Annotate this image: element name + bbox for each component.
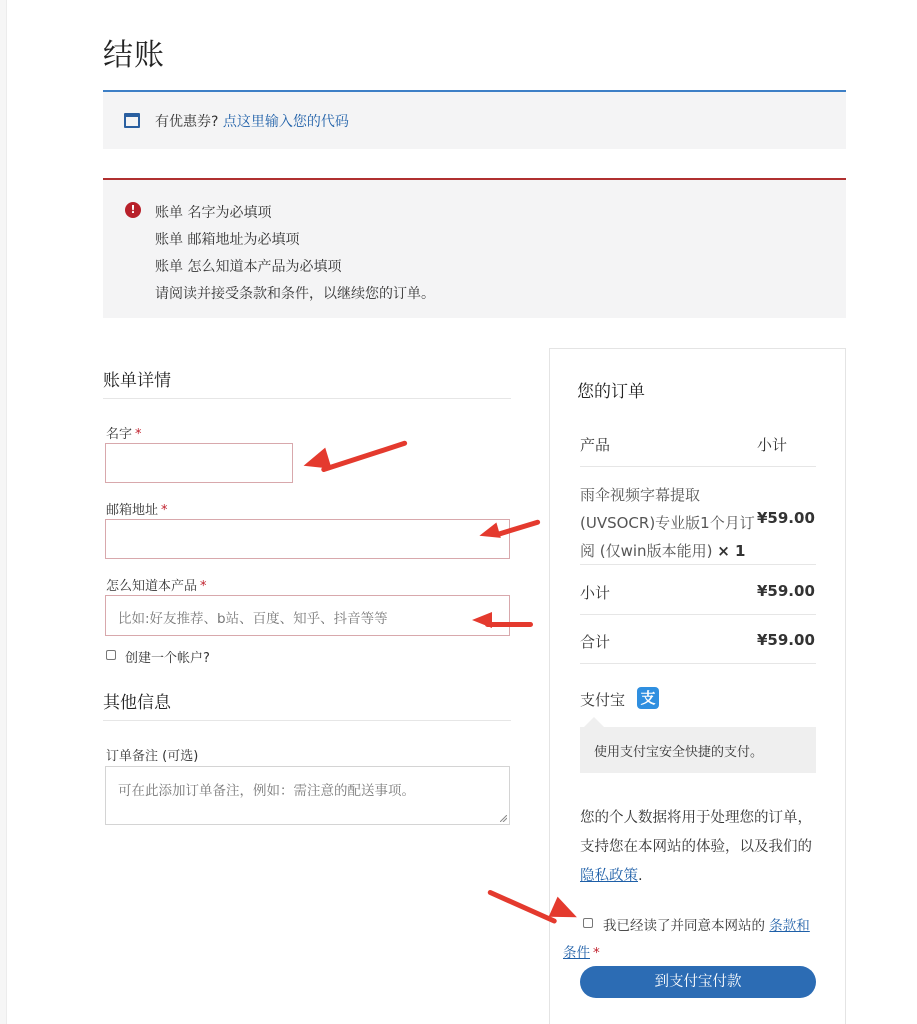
order-item-name — [580, 481, 755, 565]
required-mark: * — [593, 945, 600, 961]
order-notes-textarea[interactable] — [105, 766, 510, 825]
payment-description — [580, 727, 816, 773]
subtotal-label: 小计 — [580, 584, 611, 602]
terms-link[interactable]: 条款和 — [769, 918, 810, 934]
other-info-title: 其他信息 — [103, 693, 171, 713]
source-label — [106, 575, 207, 594]
coupon-label: 有优惠券? — [155, 114, 219, 130]
order-title: 您的订单 — [577, 382, 645, 402]
required-mark: * — [161, 503, 168, 518]
coupon-link[interactable]: 点这里输入您的代码 — [222, 114, 349, 130]
terms-link[interactable]: 条件 — [563, 945, 590, 961]
privacy-policy-link[interactable]: 隐私政策 — [580, 868, 638, 884]
email-label-text: 邮箱地址 — [106, 503, 159, 518]
subtotal-value: ¥59.00 — [757, 582, 815, 600]
privacy-line: 支持您在本网站的体验，以及我们的 — [580, 839, 812, 855]
payment-method-label[interactable]: 支付宝 — [580, 691, 626, 709]
window-left-edge — [0, 0, 7, 1024]
divider — [580, 564, 816, 565]
error-notice — [103, 178, 846, 318]
privacy-period: . — [638, 868, 643, 884]
item-qty: × 1 — [717, 542, 746, 560]
create-account-label[interactable]: 创建一个帐户? — [125, 651, 210, 666]
coupon-text — [155, 111, 349, 131]
item-line: 阅 (仅win版本能用) — [580, 542, 713, 560]
error-item: 账单 邮箱地址为必填项 — [155, 232, 300, 248]
col-product: 产品 — [580, 436, 611, 454]
source-input[interactable] — [105, 595, 510, 636]
required-mark: * — [135, 427, 142, 442]
item-price: ¥59.00 — [757, 509, 815, 527]
required-mark: * — [200, 579, 207, 594]
divider — [580, 663, 816, 664]
email-input[interactable] — [105, 519, 510, 559]
divider — [103, 720, 511, 721]
divider — [103, 398, 511, 399]
billing-title: 账单详情 — [103, 371, 171, 391]
payment-desc-notch — [584, 717, 604, 727]
notes-label: 订单备注 (可选) — [106, 749, 199, 764]
total-value: ¥59.00 — [757, 631, 815, 649]
divider — [580, 614, 816, 615]
name-label — [106, 423, 142, 442]
name-input[interactable] — [105, 443, 293, 483]
error-item: 请阅读并接受条款和条件，以继续您的订单。 — [155, 286, 435, 302]
notes-placeholder: 可在此添加订单备注，例如：需注意的配送事项。 — [118, 783, 415, 799]
total-label: 合计 — [580, 633, 611, 651]
terms-text: 我已经读了并同意本网站的 — [603, 918, 765, 934]
window-icon — [124, 113, 140, 128]
divider — [580, 466, 816, 467]
coupon-notice — [103, 90, 846, 149]
source-placeholder: 比如:好友推荐、b站、百度、知乎、抖音等等 — [118, 611, 388, 627]
item-line: 雨伞视频字幕提取 — [580, 486, 701, 504]
name-label-text: 名字 — [106, 427, 133, 442]
source-label-text: 怎么知道本产品 — [106, 579, 198, 594]
page-title: 结账 — [103, 38, 165, 73]
alipay-icon: 支 — [637, 687, 659, 709]
error-item: 账单 怎么知道本产品为必填项 — [155, 259, 342, 275]
payment-desc-text: 使用支付宝安全快捷的支付。 — [594, 745, 764, 760]
error-item: 账单 名字为必填项 — [155, 205, 272, 221]
pay-with-alipay-button[interactable]: 到支付宝付款 — [580, 966, 816, 998]
email-label — [106, 499, 168, 518]
terms-label — [563, 913, 823, 967]
item-line: (UVSOCR)专业版1个月订 — [580, 514, 755, 532]
error-icon: ! — [125, 202, 141, 218]
privacy-line: 您的个人数据将用于处理您的订单， — [580, 810, 812, 826]
resize-handle-icon[interactable] — [500, 815, 507, 822]
create-account-checkbox[interactable] — [106, 650, 116, 660]
privacy-text — [580, 804, 812, 891]
order-review — [549, 348, 846, 1024]
error-list — [155, 200, 435, 308]
col-subtotal: 小计 — [757, 436, 788, 454]
